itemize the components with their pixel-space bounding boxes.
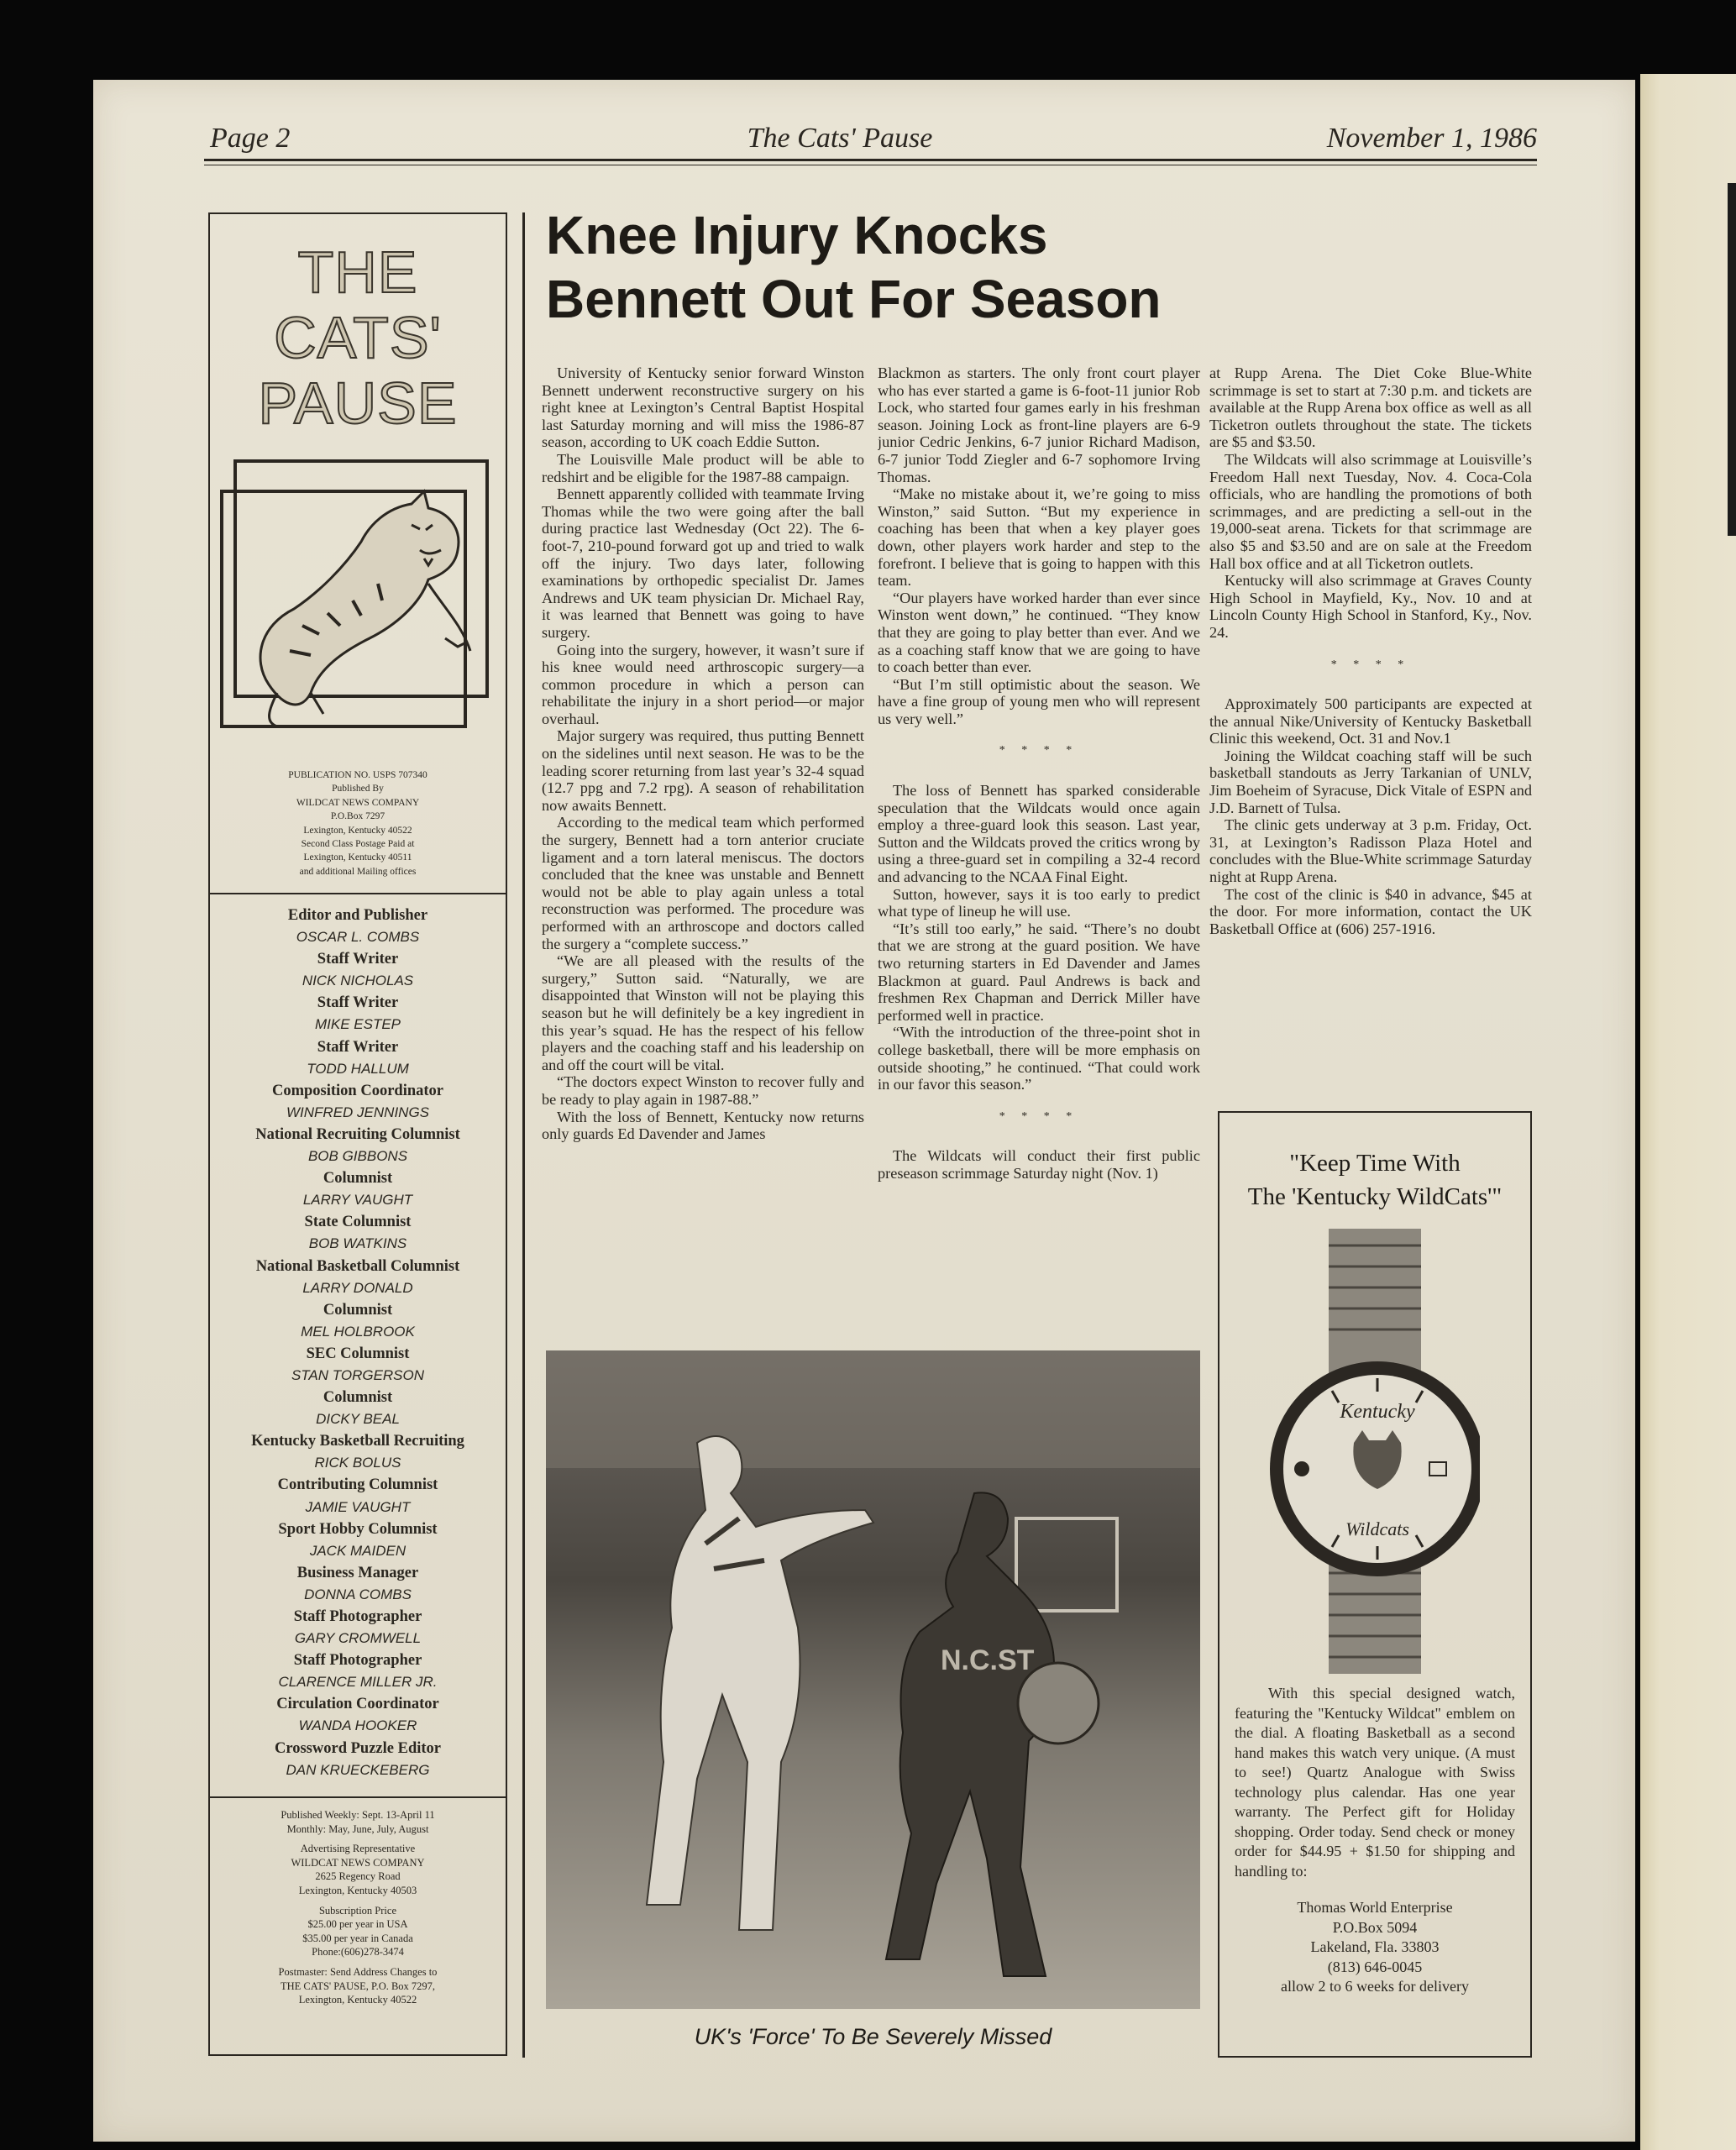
info-line: Published Weekly: Sept. 13-April 11 xyxy=(281,1809,435,1821)
basketball-game-photo xyxy=(546,1350,1200,2009)
info-line: Subscription Price xyxy=(318,1904,396,1917)
address-line: P.O.Box 5094 xyxy=(1332,1918,1418,1936)
pubinfo-line: and additional Mailing offices xyxy=(299,866,417,877)
article-paragraph: “We are all pleased with the results of the surgery,” Sutton said. “Naturally, we are disappointed that Winston will not be playing this season but he will definitely be a key ingredient in this year’s squad. He has the respect of his fellow players and the coaching staff and his leadership on and off the court will be vital. xyxy=(542,952,864,1073)
staff-title: National Recruiting Columnist xyxy=(255,1125,460,1143)
staff-title: Business Manager xyxy=(296,1564,419,1581)
masthead-divider xyxy=(210,893,506,894)
pubinfo-line: Second Class Postage Paid at xyxy=(301,839,415,850)
address-line: Lakeland, Fla. 33803 xyxy=(1310,1938,1440,1955)
staff-name: LARRY VAUGHT xyxy=(302,1192,413,1209)
address-line: (813) 646-0045 xyxy=(1327,1958,1423,1975)
staff-name: MEL HOLBROOK xyxy=(301,1323,415,1340)
logo-line: PAUSE xyxy=(258,370,458,436)
article-headline xyxy=(546,203,1218,331)
info-line: 2625 Regency Road xyxy=(315,1870,401,1883)
page-number: Page 2 xyxy=(210,123,291,154)
staff-name: CLARENCE MILLER JR. xyxy=(278,1674,438,1691)
masthead-logo-text xyxy=(210,239,506,436)
info-group xyxy=(210,1965,506,2007)
staff-name: GARY CROMWELL xyxy=(294,1630,422,1647)
masthead-divider xyxy=(210,1796,506,1798)
article-paragraph: The Wildcats will also scrimmage at Louisville’s Freedom Hall next Tuesday, Nov. 4. Coca-Cola officials, who are handling the promotions of both scrimmages, and are predicting a sell-out in the 19,000-seat arena. Tickets for that scrimmage are also $5 and $3.50 and are on sale at the Freedom Hall box office and at all Ticketron outlets. xyxy=(1209,450,1532,572)
info-line: Postmaster: Send Address Changes to xyxy=(278,1965,438,1978)
article-paragraph: The Wildcats will conduct their first public preseason scrimmage Saturday night (Nov. 1) xyxy=(878,1147,1200,1182)
article-paragraph: “With the introduction of the three-point shot in college basketball, there will be more emphasis on outside shooting,” he continued. “That could work in our favor this season.” xyxy=(878,1024,1200,1093)
staff-title: Staff Writer xyxy=(317,1038,399,1056)
pubinfo-line: P.O.Box 7297 xyxy=(330,811,385,822)
staff-name: LARRY DONALD xyxy=(302,1279,413,1296)
info-line: Lexington, Kentucky 40522 xyxy=(298,1994,417,2006)
article-paragraph: Blackmon as starters. The only front court player who has ever started a game is 6-foot-11 junior Rob Lock, who started four games early in his freshman season. Joining Lock as front-line players are 6-9 junior Cedric Jenkins, 6-7 junior Richard Madison, 6-7 junior Todd Ziegler and 6-7 sophomore Irving Thomas. xyxy=(878,364,1200,485)
photo-caption: UK's 'Force' To Be Severely Missed xyxy=(694,2024,1052,2049)
staff-title: Contributing Columnist xyxy=(277,1476,438,1494)
article-paragraph: The cost of the clinic is $40 in advance, $45 at the door. For more information, contact the UK Basketball Office at (606) 257-1916. xyxy=(1209,885,1532,937)
pubinfo-line: Lexington, Kentucky 40511 xyxy=(303,852,412,863)
info-line: $35.00 per year in Canada xyxy=(302,1932,413,1944)
article-paragraph: With the loss of Bennett, Kentucky now returns only guards Ed Davender and James xyxy=(542,1108,864,1143)
pubinfo-line: WILDCAT NEWS COMPANY xyxy=(296,797,420,808)
publication-name: The Cats' Pause xyxy=(747,123,933,154)
staff-name: MIKE ESTEP xyxy=(314,1016,401,1033)
ad-title-line: "Keep Time With xyxy=(1289,1150,1461,1177)
article-paragraph: Major surgery was required, thus putting Bennett on the sidelines until next season. He was to be the leading scorer returning from last year’s 32-4 squad (12.7 ppg and 7.2 rpg). A season of rehabilitation now awaits Bennett. xyxy=(542,727,864,814)
article-paragraph: “But I’m still optimistic about the season. We have a fine group of young men who will represent us very well.” xyxy=(878,675,1200,727)
wildcat-logo-icon xyxy=(218,458,496,743)
article-paragraph: “It’s still too early,” he said. “There’s no doubt that we are strong at the guard position. We have two returning starters in Ed Davender and James Blackmon at guard. Paul Andrews is back and freshmen Rex Chapman and Derrick Miller have performed well in practice. xyxy=(878,920,1200,1024)
staff-title: Editor and Publisher xyxy=(287,907,428,924)
issue-date: November 1, 1986 xyxy=(1326,123,1537,154)
article-paragraph: at Rupp Arena. The Diet Coke Blue-White scrimmage is set to start at 7:30 p.m. and tickets are available at the Rupp Arena box office as well as all Ticketron outlets throughout the state. The tickets are $5 and $3.50. xyxy=(1209,364,1532,451)
pubinfo-line: Published By xyxy=(332,784,384,794)
article-paragraph: “Our players have worked harder than ever since Winston went down,” he continued. “They know that they are going to play better than ever. And we as a coaching staff know that we are going to have to coach better than ever. xyxy=(878,589,1200,676)
publication-info xyxy=(210,768,506,878)
staff-title: Columnist xyxy=(323,1170,393,1188)
section-separator: * * * * xyxy=(999,744,1079,758)
staff-title: Sport Hobby Columnist xyxy=(278,1520,438,1538)
masthead-box xyxy=(208,212,507,2056)
info-line: $25.00 per year in USA xyxy=(307,1918,408,1931)
info-line: Advertising Representative xyxy=(300,1843,416,1855)
pubinfo-line: PUBLICATION NO. USPS 707340 xyxy=(288,770,427,780)
header-rule xyxy=(204,159,1537,161)
pubinfo-line: Lexington, Kentucky 40522 xyxy=(303,825,412,836)
info-line: Monthly: May, June, July, August xyxy=(286,1822,429,1835)
staff-title: Composition Coordinator xyxy=(271,1082,444,1099)
article-paragraph: Joining the Wildcat coaching staff will be such basketball standouts as Jerry Tarkanian of UNLV, Jim Boeheim of Syracuse, Dick Vitale of ESPN and J.D. Barnett of Tulsa. xyxy=(1209,747,1532,816)
logo-line: CATS' xyxy=(274,305,442,370)
article-column-2 xyxy=(878,364,1200,1340)
article-paragraph: Sutton, however, says it is too early to predict what type of lineup he will use. xyxy=(878,885,1200,920)
headline-line: Bennett Out For Season xyxy=(546,269,1162,329)
info-line: THE CATS' PAUSE, P.O. Box 7297, xyxy=(280,1980,436,1992)
logo-line: THE xyxy=(297,239,418,305)
staff-title: SEC Columnist xyxy=(306,1345,410,1362)
info-line: Phone:(606)278-3474 xyxy=(312,1946,404,1959)
address-line: allow 2 to 6 weeks for delivery xyxy=(1281,1978,1469,1995)
ad-title-line: The 'Kentucky WildCats'" xyxy=(1247,1183,1503,1210)
staff-name: DAN KRUECKEBERG xyxy=(286,1761,430,1778)
staff-title: Staff Writer xyxy=(317,951,399,968)
staff-title: Circulation Coordinator xyxy=(276,1696,439,1713)
article-paragraph: According to the medical team which performed the surgery, Bennett had a torn anterior cruciate ligament and a torn lateral meniscus. The doctors concluded that the knee was unstable and Bennett would not be able to play again unless a total reconstruction was performed. The procedure was performed with an arthroscope and doctors called the surgery a “complete success.” xyxy=(542,814,864,952)
subscription-info xyxy=(210,1808,506,2007)
article-paragraph: The loss of Bennett has sparked considerable speculation that the Wildcats would once again employ a three-guard look this season. Last year, Sutton and the Wildcats proved the critics wrong by using a three-guard set in compiling a 32-4 record and advancing to the NCAA Final Eight. xyxy=(878,782,1200,886)
staff-title: Crossword Puzzle Editor xyxy=(275,1739,441,1757)
staff-name: BOB GIBBONS xyxy=(307,1148,408,1165)
info-group xyxy=(210,1904,506,1959)
staff-name: NICK NICHOLAS xyxy=(302,973,414,989)
column-rule xyxy=(522,212,525,2058)
staff-name: TODD HALLUM xyxy=(307,1060,409,1077)
staff-name: DICKY BEAL xyxy=(316,1411,400,1428)
staff-title: Columnist xyxy=(323,1389,393,1407)
staff-name: OSCAR L. COMBS xyxy=(296,929,420,946)
staff-name: JAMIE VAUGHT xyxy=(305,1498,411,1515)
info-group xyxy=(210,1842,506,1897)
adjacent-page-edge xyxy=(1640,74,1736,2150)
staff-name: RICK BOLUS xyxy=(314,1455,401,1471)
staff-title: Staff Writer xyxy=(317,994,399,1012)
staff-title: Staff Photographer xyxy=(293,1652,422,1670)
staff-name: JACK MAIDEN xyxy=(309,1542,406,1559)
staff-title: Kentucky Basketball Recruiting xyxy=(251,1433,464,1450)
watch-advertisement xyxy=(1218,1111,1532,2058)
staff-title: State Columnist xyxy=(304,1214,412,1231)
section-separator: * * * * xyxy=(999,1109,1079,1123)
staff-title: Staff Photographer xyxy=(293,1608,422,1625)
staff-name: WINFRED JENNINGS xyxy=(286,1104,429,1120)
staff-name: STAN TORGERSON xyxy=(291,1366,425,1383)
ad-title xyxy=(1219,1146,1530,1214)
dial-text-top: Kentucky xyxy=(1340,1401,1415,1423)
section-separator: * * * * xyxy=(1330,658,1411,671)
staff-list xyxy=(210,905,506,1781)
article-column-1 xyxy=(542,364,864,1340)
staff-title: Columnist xyxy=(323,1301,393,1319)
ad-address xyxy=(1235,1898,1515,1997)
staff-name: WANDA HOOKER xyxy=(298,1717,417,1734)
ad-body xyxy=(1235,1684,1515,1997)
article-paragraph: University of Kentucky senior forward Winston Bennett underwent reconstructive surgery on his right knee at Lexington’s Central Baptist Hospital last Saturday morning and will miss the 1986-87 season, according to UK coach Eddie Sutton. xyxy=(542,364,864,451)
article-paragraph: The clinic gets underway at 3 p.m. Friday, Oct. 31, at Lexington’s Radisson Plaza Hotel and concludes with the Blue-White scrimmage Saturday night at Rupp Arena. xyxy=(1209,816,1532,886)
dial-text-bottom: Wildcats xyxy=(1345,1518,1409,1539)
address-line: Thomas World Enterprise xyxy=(1297,1899,1453,1916)
headline-line: Knee Injury Knocks xyxy=(546,205,1048,265)
article-paragraph: Bennett apparently collided with teammate Irving Thomas while the two were going after the ball during practice last Wednesday (Oct 22). The 6-foot-7, 210-pound forward got up and tried to walk off the injury. Two days later, following examinations by orthopedic specialist Dr. James Andrews and UK team physician Dr. Michael Ray, it was learned that Bennett was going to have surgery. xyxy=(542,485,864,641)
article-paragraph: “Make no mistake about it, we’re going to miss Winston,” said Sutton. “But my experience in coaching has been that when a key player goes down, other players work harder and step to the forefront. I believe that is going to happen with this team. xyxy=(878,485,1200,590)
adjacent-page-rule xyxy=(1728,183,1736,536)
article-paragraph: The Louisville Male product will be able to redshirt and be eligible for the 1987-88 campaign. xyxy=(542,450,864,485)
svg-text:N.C.ST: N.C.ST xyxy=(941,1644,1035,1676)
staff-name: DONNA COMBS xyxy=(304,1586,412,1602)
staff-name: BOB WATKINS xyxy=(308,1235,407,1252)
article-paragraph: “The doctors expect Winston to recover fully and be ready to play again in 1987-88.” xyxy=(542,1073,864,1108)
watch-image-icon xyxy=(1270,1229,1480,1674)
info-line: Lexington, Kentucky 40503 xyxy=(298,1884,417,1896)
ad-description: With this special designed watch, featuring the "Kentucky Wildcat" emblem on the dial. A floating Basketball as a second hand makes this watch very unique. (A must to see!) Quartz Analogue with Swiss technology plus calendar. Has one year warranty. The Perfect gift for Holiday shopping. Order today. Send check or money order for $44.95 + $1.50 for shipping and handling to: xyxy=(1235,1685,1515,1880)
article-column-3 xyxy=(1209,364,1532,1087)
article-paragraph: Going into the surgery, however, it wasn’t sure if his knee would need arthroscopic surgery—a common procedure in which a person can rehabilitate the injury in a short period—or major overhaul. xyxy=(542,641,864,727)
info-line: WILDCAT NEWS COMPANY xyxy=(291,1856,425,1869)
article-paragraph: Kentucky will also scrimmage at Graves County High School in Mayfield, Ky., Nov. 10 and at Lincoln County High School in Stanford, Ky., Nov. 24. xyxy=(1209,572,1532,641)
info-group xyxy=(210,1808,506,1836)
staff-title: National Basketball Columnist xyxy=(255,1257,460,1275)
article-paragraph: Approximately 500 participants are expected at the annual Nike/University of Kentucky Basketball Clinic this weekend, Oct. 31 and Nov.1 xyxy=(1209,695,1532,747)
